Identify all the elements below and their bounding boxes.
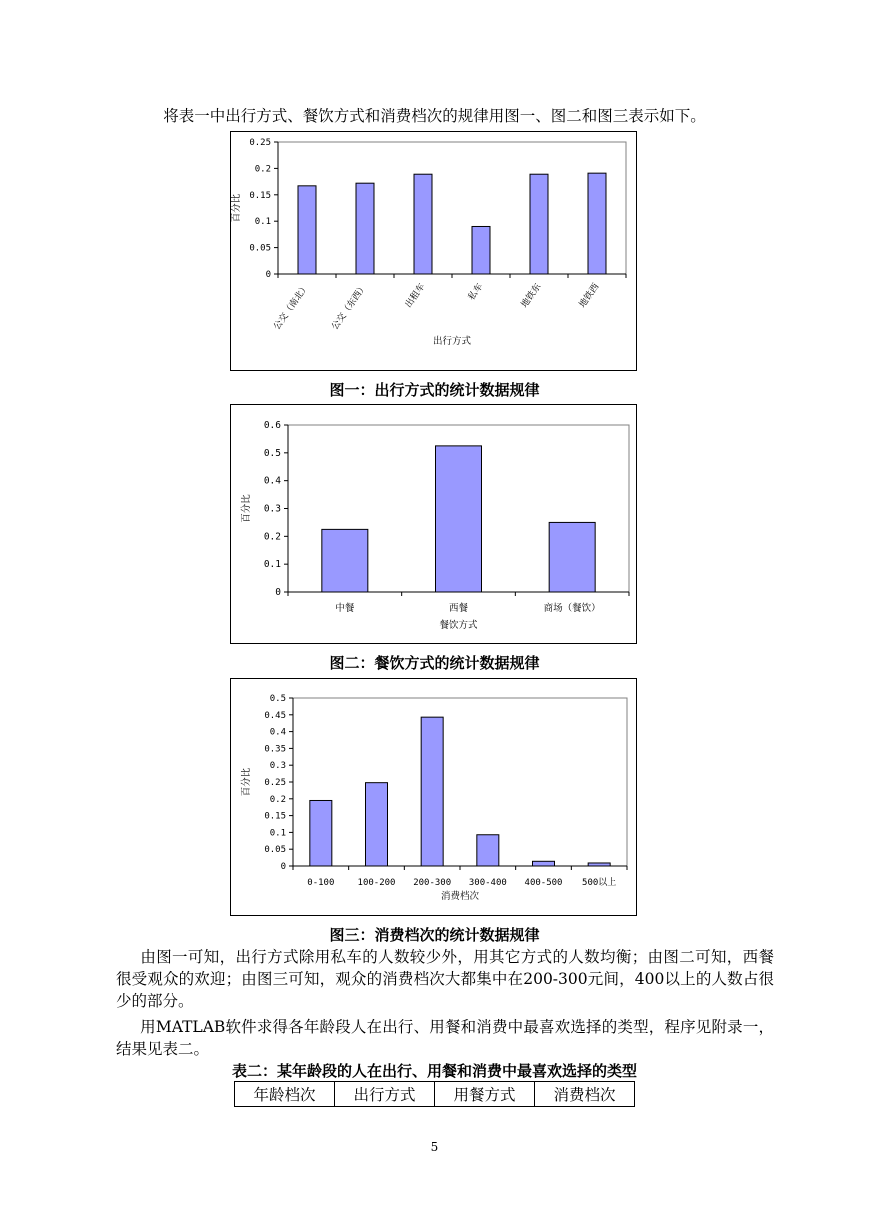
plot-area: [293, 698, 627, 866]
figure-1-chart: [231, 132, 636, 370]
figure-2-caption: 图二：餐饮方式的统计数据规律: [329, 654, 540, 672]
y-tick-label: 0.5: [269, 694, 286, 704]
paragraph-1: [116, 946, 774, 1012]
table-2-caption: 表二：某年龄段的人在出行、用餐和消费中最喜欢选择的类型: [231, 1062, 637, 1080]
figure-1-caption: 图一：出行方式的统计数据规律: [329, 381, 540, 399]
y-tick-label: 0.05: [249, 243, 271, 254]
y-tick-label: 0: [275, 587, 281, 598]
bar: [310, 800, 332, 866]
y-tick-label: 0.2: [254, 164, 271, 175]
y-tick-label: 0.1: [269, 828, 286, 839]
x-axis-label: 餐饮方式: [439, 620, 478, 631]
y-tick-label: 0.2: [263, 531, 281, 543]
x-tick-label: 私车: [466, 281, 486, 303]
bar: [322, 529, 368, 592]
bar: [414, 174, 432, 274]
y-tick-label: 0.15: [249, 190, 271, 201]
intro-text: 将表一中出行方式、餐饮方式和消费档次的规律用图一、图二和图三表示如下。: [163, 107, 706, 125]
x-tick-label: 出租车: [403, 281, 428, 310]
x-tick-label: 地铁东: [519, 281, 544, 310]
bar: [588, 173, 606, 274]
figure-2-box: [230, 404, 637, 644]
bar: [421, 717, 443, 866]
x-tick-label: 西餐: [448, 603, 469, 614]
x-tick-label: 公交（南北）: [272, 281, 312, 332]
table-2-header-dining: 用餐方式: [435, 1082, 535, 1107]
table-2-header-spending: 消费档次: [535, 1082, 635, 1107]
x-tick-label: 公交（东西）: [330, 281, 370, 332]
figure-3-caption: 图三：消费档次的统计数据规律: [329, 926, 540, 944]
figure-3-box: [230, 678, 637, 916]
x-tick-label: 500以上: [582, 878, 617, 888]
y-tick-label: 0.3: [263, 503, 281, 515]
table-2-header-age: 年龄档次: [235, 1082, 335, 1107]
y-tick-label: 0.45: [264, 710, 286, 721]
paragraph-2: [116, 1016, 774, 1060]
paragraph-2-text: 用MATLAB软件求得各年龄段人在出行、用餐和消费中最喜欢选择的类型，程序见附录一，结果见表二。: [116, 1018, 774, 1058]
paragraph-1-text: 由图一可知，出行方式除用私车的人数较少外，用其它方式的人数均衡；由图二可知，西餐很受观众的欢迎；由图三可知，观众的消费档次大都集中在200-300元间，400以上的人数占很少的部分。: [116, 948, 774, 1010]
y-axis-label: 百分比: [241, 494, 252, 523]
table-2: [234, 1081, 635, 1107]
bar: [356, 183, 374, 274]
bar: [436, 446, 482, 592]
y-tick-label: 0.25: [264, 778, 286, 788]
bar: [549, 522, 595, 592]
y-tick-label: 0.25: [249, 138, 271, 148]
x-tick-label: 地铁西: [577, 281, 602, 310]
bar: [533, 861, 555, 866]
x-tick-label: 0-100: [307, 878, 335, 888]
bar: [588, 863, 610, 866]
y-tick-label: 0.05: [264, 845, 286, 856]
x-tick-label: 200-300: [413, 878, 452, 888]
bar: [298, 186, 316, 274]
bar: [366, 783, 388, 866]
figure-1-box: [230, 131, 637, 371]
figure-3-chart: [231, 679, 636, 915]
x-tick-label: 100-200: [357, 878, 396, 888]
page-number: 5: [430, 1140, 439, 1154]
x-tick-label: 400-500: [524, 878, 563, 888]
bar: [530, 174, 548, 274]
y-tick-label: 0.4: [263, 475, 281, 487]
y-axis-label: 百分比: [231, 193, 242, 223]
y-tick-label: 0.15: [264, 811, 286, 822]
x-tick-label: 商场（餐饮）: [543, 603, 601, 614]
y-tick-label: 0.1: [254, 217, 271, 228]
y-tick-label: 0.1: [263, 559, 281, 571]
x-tick-label: 300-400: [468, 878, 507, 888]
x-axis-label: 出行方式: [432, 336, 472, 347]
y-tick-label: 0.4: [269, 727, 286, 738]
y-tick-label: 0.35: [264, 744, 286, 755]
table-2-header-row: [235, 1082, 635, 1107]
bar: [477, 835, 499, 866]
x-axis-label: 消费档次: [440, 891, 480, 902]
y-tick-label: 0: [265, 270, 271, 280]
y-tick-label: 0: [280, 862, 286, 872]
y-tick-label: 0.5: [263, 447, 281, 459]
y-axis-label: 百分比: [241, 767, 252, 797]
table-2-header-travel: 出行方式: [335, 1082, 435, 1107]
figure-2-chart: [231, 405, 636, 643]
y-tick-label: 0.2: [269, 794, 286, 805]
y-tick-label: 0.3: [269, 761, 286, 772]
y-tick-label: 0.6: [263, 420, 281, 431]
plot-area: [278, 142, 626, 274]
bar: [472, 226, 490, 274]
x-tick-label: 中餐: [335, 603, 355, 614]
